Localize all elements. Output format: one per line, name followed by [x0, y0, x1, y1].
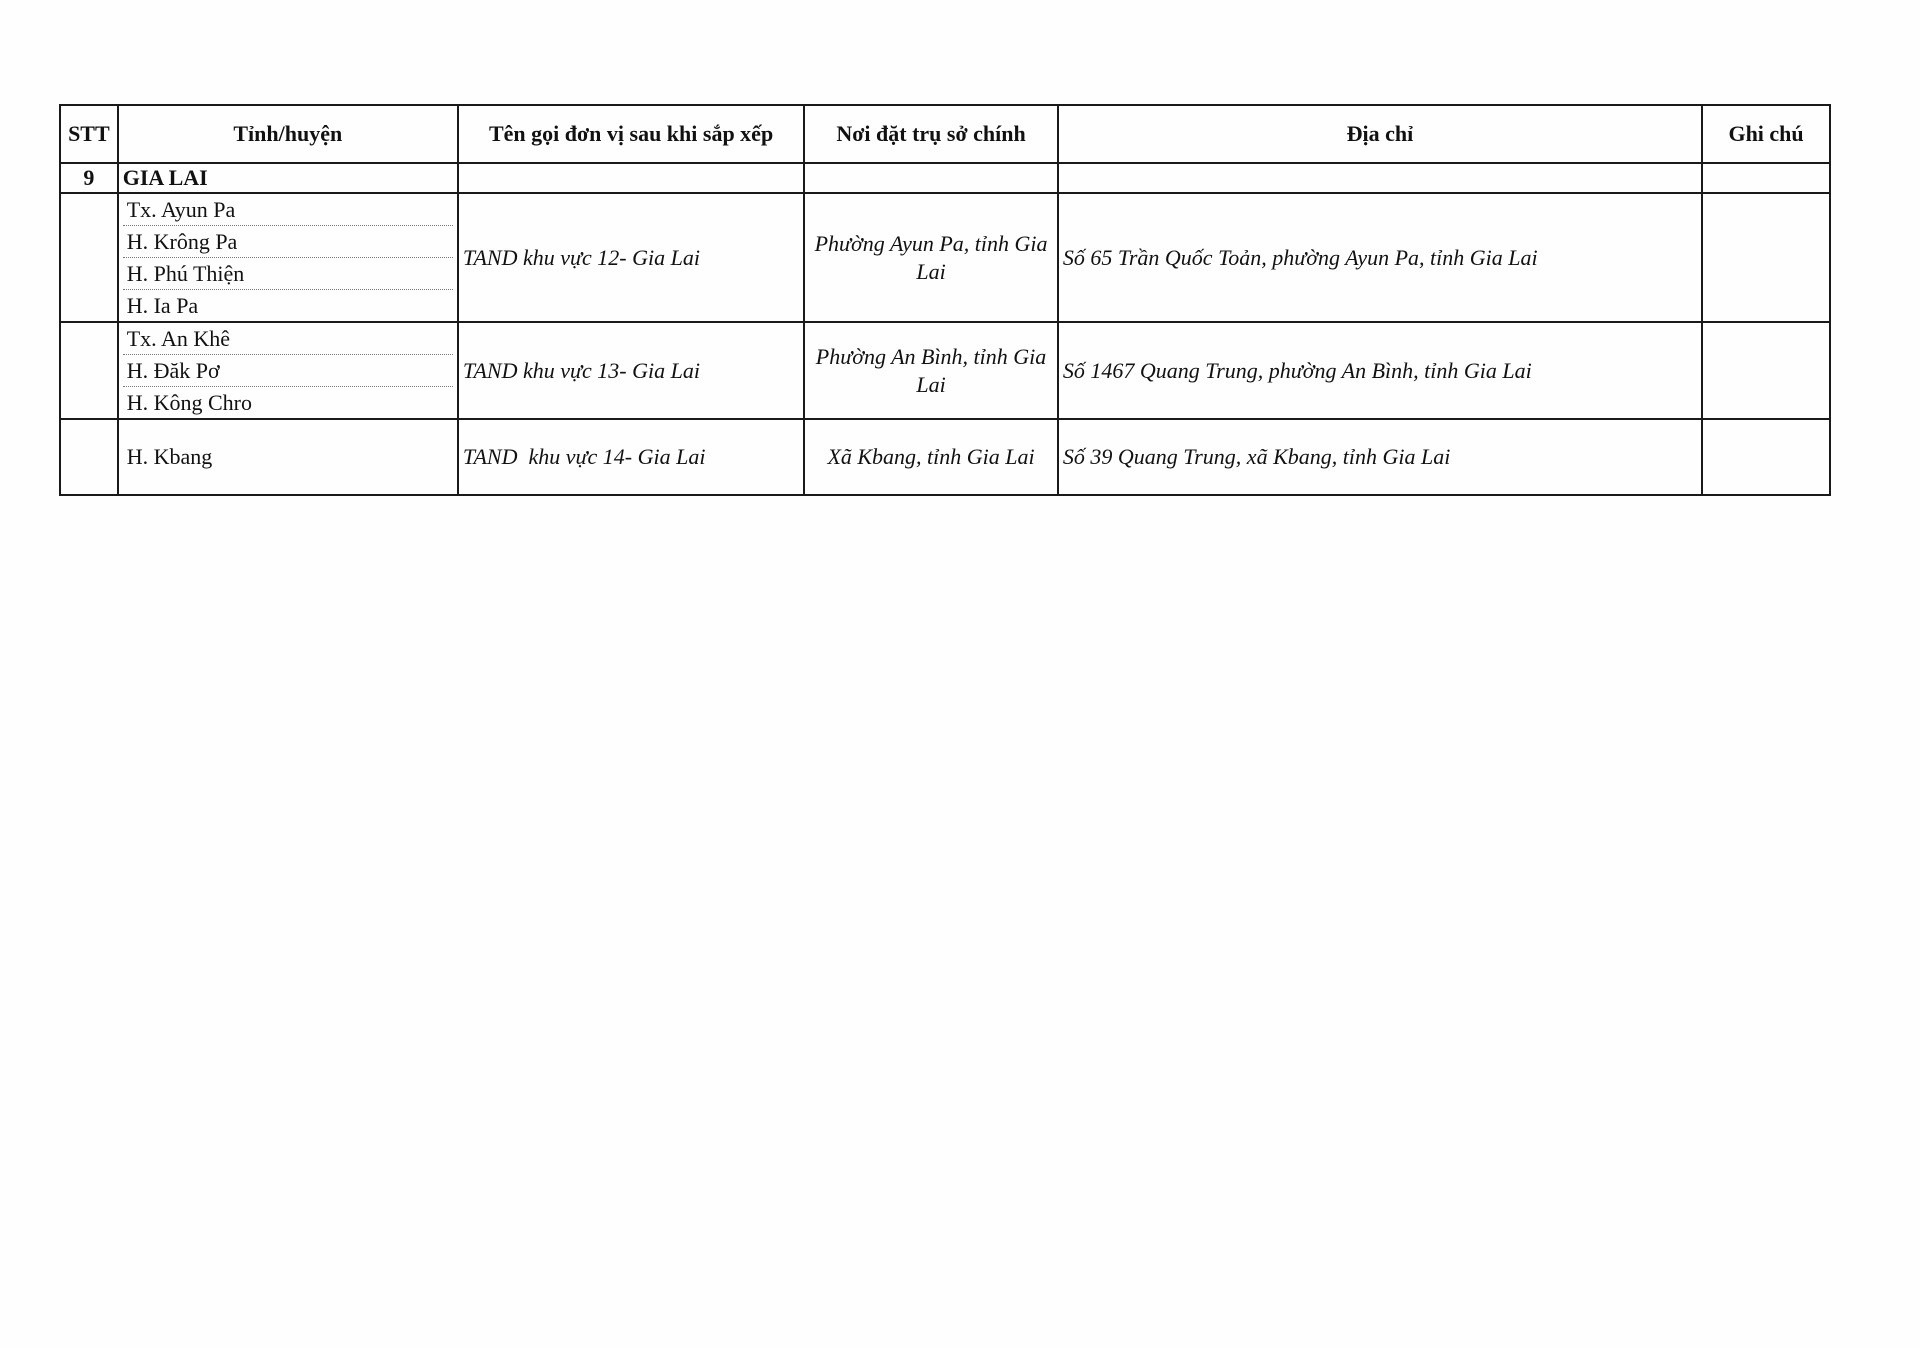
district-list	[118, 419, 458, 495]
header-dia-chi: Địa chỉ	[1058, 105, 1702, 163]
district-list	[118, 322, 458, 419]
address: Số 65 Trần Quốc Toản, phường Ayun Pa, tỉnh Gia Lai	[1058, 193, 1702, 322]
province-row	[60, 163, 1830, 193]
header-ghi-chu: Ghi chú	[1702, 105, 1830, 163]
unit-name: TAND khu vực 12- Gia Lai	[458, 193, 804, 322]
district-item: H. Phú Thiện	[123, 258, 453, 290]
address: Số 1467 Quang Trung, phường An Bình, tỉnh Gia Lai	[1058, 322, 1702, 419]
table-row	[60, 419, 1830, 495]
seat-location: Xã Kbang, tỉnh Gia Lai	[804, 419, 1058, 495]
district-item: H. Krông Pa	[123, 226, 453, 258]
seat-location: Phường Ayun Pa, tỉnh Gia Lai	[804, 193, 1058, 322]
unit-name: TAND khu vực 13- Gia Lai	[458, 322, 804, 419]
court-units-table	[59, 104, 1831, 496]
province-name: GIA LAI	[118, 163, 458, 193]
header-tinh-huyen: Tỉnh/huyện	[118, 105, 458, 163]
stt-cell	[60, 193, 118, 322]
district-item: H. Đăk Pơ	[123, 355, 453, 387]
district-item: H. Kbang	[126, 444, 213, 469]
table-row	[60, 193, 1830, 322]
district-item: Tx. Ayun Pa	[123, 194, 453, 226]
table-row	[60, 322, 1830, 419]
address: Số 39 Quang Trung, xã Kbang, tỉnh Gia Lai	[1058, 419, 1702, 495]
empty-cell	[1058, 163, 1702, 193]
district-list	[118, 193, 458, 322]
header-stt: STT	[60, 105, 118, 163]
empty-cell	[804, 163, 1058, 193]
district-item: H. Ia Pa	[126, 293, 199, 318]
district-item: Tx. An Khê	[123, 323, 453, 355]
note	[1702, 322, 1830, 419]
header-row	[60, 105, 1830, 163]
seat-location: Phường An Bình, tỉnh Gia Lai	[804, 322, 1058, 419]
note	[1702, 193, 1830, 322]
note	[1702, 419, 1830, 495]
unit-name: TAND khu vực 14- Gia Lai	[458, 419, 804, 495]
province-stt: 9	[60, 163, 118, 193]
stt-cell	[60, 419, 118, 495]
stt-cell	[60, 322, 118, 419]
empty-cell	[458, 163, 804, 193]
district-item: H. Kông Chro	[126, 390, 252, 415]
header-noi-dat: Nơi đặt trụ sở chính	[804, 105, 1058, 163]
empty-cell	[1702, 163, 1830, 193]
header-ten-goi: Tên gọi đơn vị sau khi sắp xếp	[458, 105, 804, 163]
